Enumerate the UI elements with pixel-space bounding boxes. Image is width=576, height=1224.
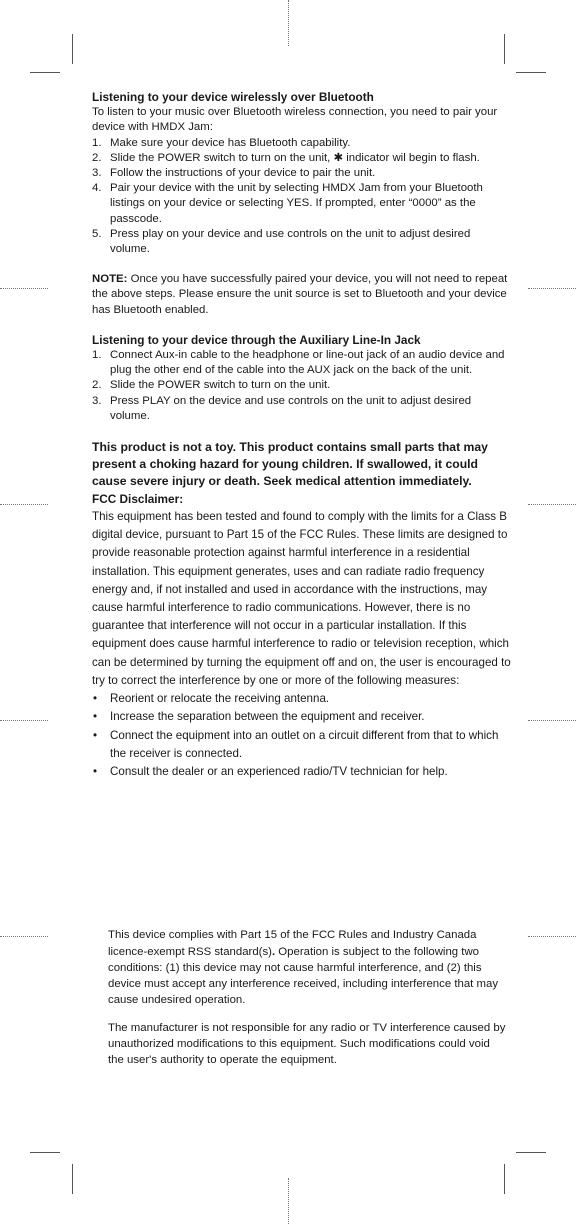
bluetooth-heading: Listening to your device wirelessly over Bluetooth — [92, 90, 374, 104]
ic-period: . — [271, 945, 276, 958]
ic-statement — [108, 927, 508, 1008]
fcc-heading: FCC Disclaimer: — [92, 492, 184, 507]
step-text: Follow the instructions of your device to pair the unit. — [110, 167, 376, 180]
safety-warning: This product is not a toy. This product contains small parts that may present a choking hazard for young children. If swallowed, it could cause severe injury or death. Seek medical attention immediately. — [92, 440, 488, 489]
crop-mark-top-left — [72, 34, 73, 64]
bluetooth-step — [92, 181, 512, 227]
fold-mark-top — [288, 0, 289, 46]
fold-mark-left-2 — [0, 504, 48, 505]
step-number: 1. — [92, 136, 102, 149]
step-text: Connect Aux-in cable to the headphone or line-out jack of an audio device and plug the other end of the cable into the AUX jack on the back of the unit. — [110, 349, 505, 377]
note-text: Once you have successfully paired your device, you will not need to repeat the above steps. Please ensure the unit source is set to Bluetooth and your device has Bluetooth enabled. — [92, 273, 508, 316]
crop-mark-bottom-right — [504, 1164, 505, 1194]
bullet-glyph: • — [93, 692, 98, 706]
bluetooth-step — [92, 227, 512, 257]
step-text: Press play on your device and use controls on the unit to adjust desired volume. — [110, 227, 471, 256]
bullet-glyph: • — [93, 728, 98, 742]
ic-conditions: Operation is subject to the following two conditions: (1) this device may not cause harmful interference, and (2) this device must accept any interference received, including interference that may cause undesired operation. — [108, 945, 499, 1007]
step-number: 2. — [92, 379, 102, 392]
step-number: 5. — [92, 227, 102, 240]
main-content — [92, 90, 512, 781]
step-text: Press PLAY on the device and use controls on the unit to adjust desired volume. — [110, 394, 472, 422]
fold-mark-left-4 — [0, 936, 48, 937]
fcc-section — [92, 490, 512, 781]
bluetooth-step — [92, 136, 512, 151]
measure-text: Increase the separation between the equipment and receiver. — [110, 710, 425, 724]
crop-mark-bottom-left — [72, 1164, 73, 1194]
step-text: Slide the POWER switch to turn on the unit. — [110, 379, 331, 392]
bluetooth-step — [92, 151, 512, 166]
fold-mark-right-2 — [528, 504, 576, 505]
step-text: Make sure your device has Bluetooth capability. — [110, 136, 351, 149]
aux-step — [92, 378, 512, 393]
manufacturer-statement: The manufacturer is not responsible for any radio or TV interference caused by unauthorized modifications to this equipment. Such modifications could void the user's authority to operate the equipment. — [108, 1021, 506, 1067]
aux-step — [92, 394, 512, 424]
step-number: 3. — [92, 167, 102, 180]
step-text: Pair your device with the unit by selecting HMDX Jam from your Bluetooth listings on your device or selecting YES. If prompted, enter “0000” as the passcode. — [110, 182, 483, 225]
fcc-measure — [92, 763, 512, 781]
aux-heading: Listening to your device through the Auxiliary Line-In Jack — [92, 332, 421, 347]
fold-mark-right-4 — [528, 936, 576, 937]
measure-text: Reorient or relocate the receiving antenna. — [110, 692, 330, 706]
step-text: indicator wil begin to flash. — [346, 151, 480, 164]
fold-mark-left-3 — [0, 720, 48, 721]
step-number: 2. — [92, 151, 102, 164]
measure-text: Connect the equipment into an outlet on a circuit different from that to which the receiver is connected. — [110, 728, 499, 760]
step-text: Slide the POWER switch to turn on the unit, — [110, 151, 331, 164]
fcc-measure — [92, 708, 512, 726]
note-paragraph — [92, 272, 512, 318]
fold-mark-right-3 — [528, 720, 576, 721]
aux-section — [92, 333, 512, 424]
fold-mark-left-1 — [0, 288, 48, 289]
crop-mark-top-right — [504, 34, 505, 64]
fcc-measure — [92, 727, 512, 763]
bullet-glyph: • — [93, 710, 98, 724]
step-number: 4. — [92, 182, 102, 195]
note-section — [92, 272, 512, 318]
note-label: NOTE: — [92, 273, 128, 286]
aux-step — [92, 348, 512, 378]
step-number: 3. — [92, 394, 102, 407]
bluetooth-steps — [92, 136, 512, 258]
bluetooth-step — [92, 166, 512, 181]
fcc-measures — [92, 690, 512, 781]
aux-steps — [92, 348, 512, 424]
measure-text: Consult the dealer or an experienced radio/TV technician for help. — [110, 764, 448, 778]
ic-text: This device complies with Part 15 of the FCC Rules and Industry Canada licence-exempt RSS standard(s) — [108, 929, 477, 958]
bluetooth-icon: ✱ — [333, 151, 344, 164]
bluetooth-intro: To listen to your music over Bluetooth wireless connection, you need to pair your device with HMDX Jam: — [92, 106, 498, 134]
step-number: 1. — [92, 349, 102, 362]
bullet-glyph: • — [93, 764, 98, 778]
crop-mark-top-left-h — [30, 72, 60, 73]
fold-mark-right-1 — [528, 288, 576, 289]
fcc-measure — [92, 690, 512, 708]
bluetooth-section — [92, 90, 512, 257]
crop-mark-top-right-h — [516, 72, 546, 73]
fold-mark-bottom — [288, 1178, 289, 1224]
fcc-body: This equipment has been tested and found to comply with the limits for a Class B digital device, pursuant to Part 15 of the FCC Rules. These limits are designed to provide reasonable protection against harmful interference in a residential installation. This equipment generates, uses and can radiate radio frequency energy and, if not installed and used in accordance with the instructions, may cause harmful interference to radio communications. However, there is no guarantee that interference will not occur in a particular installation. If this equipment does cause harmful interference to radio or television reception, which can be determined by turning the equipment off and on, the user is encouraged to try to correct the interference by one or more of the following measures: — [92, 510, 511, 687]
crop-mark-bottom-right-h — [516, 1152, 546, 1153]
compliance-block — [108, 916, 508, 1080]
crop-mark-bottom-left-h — [30, 1152, 60, 1153]
